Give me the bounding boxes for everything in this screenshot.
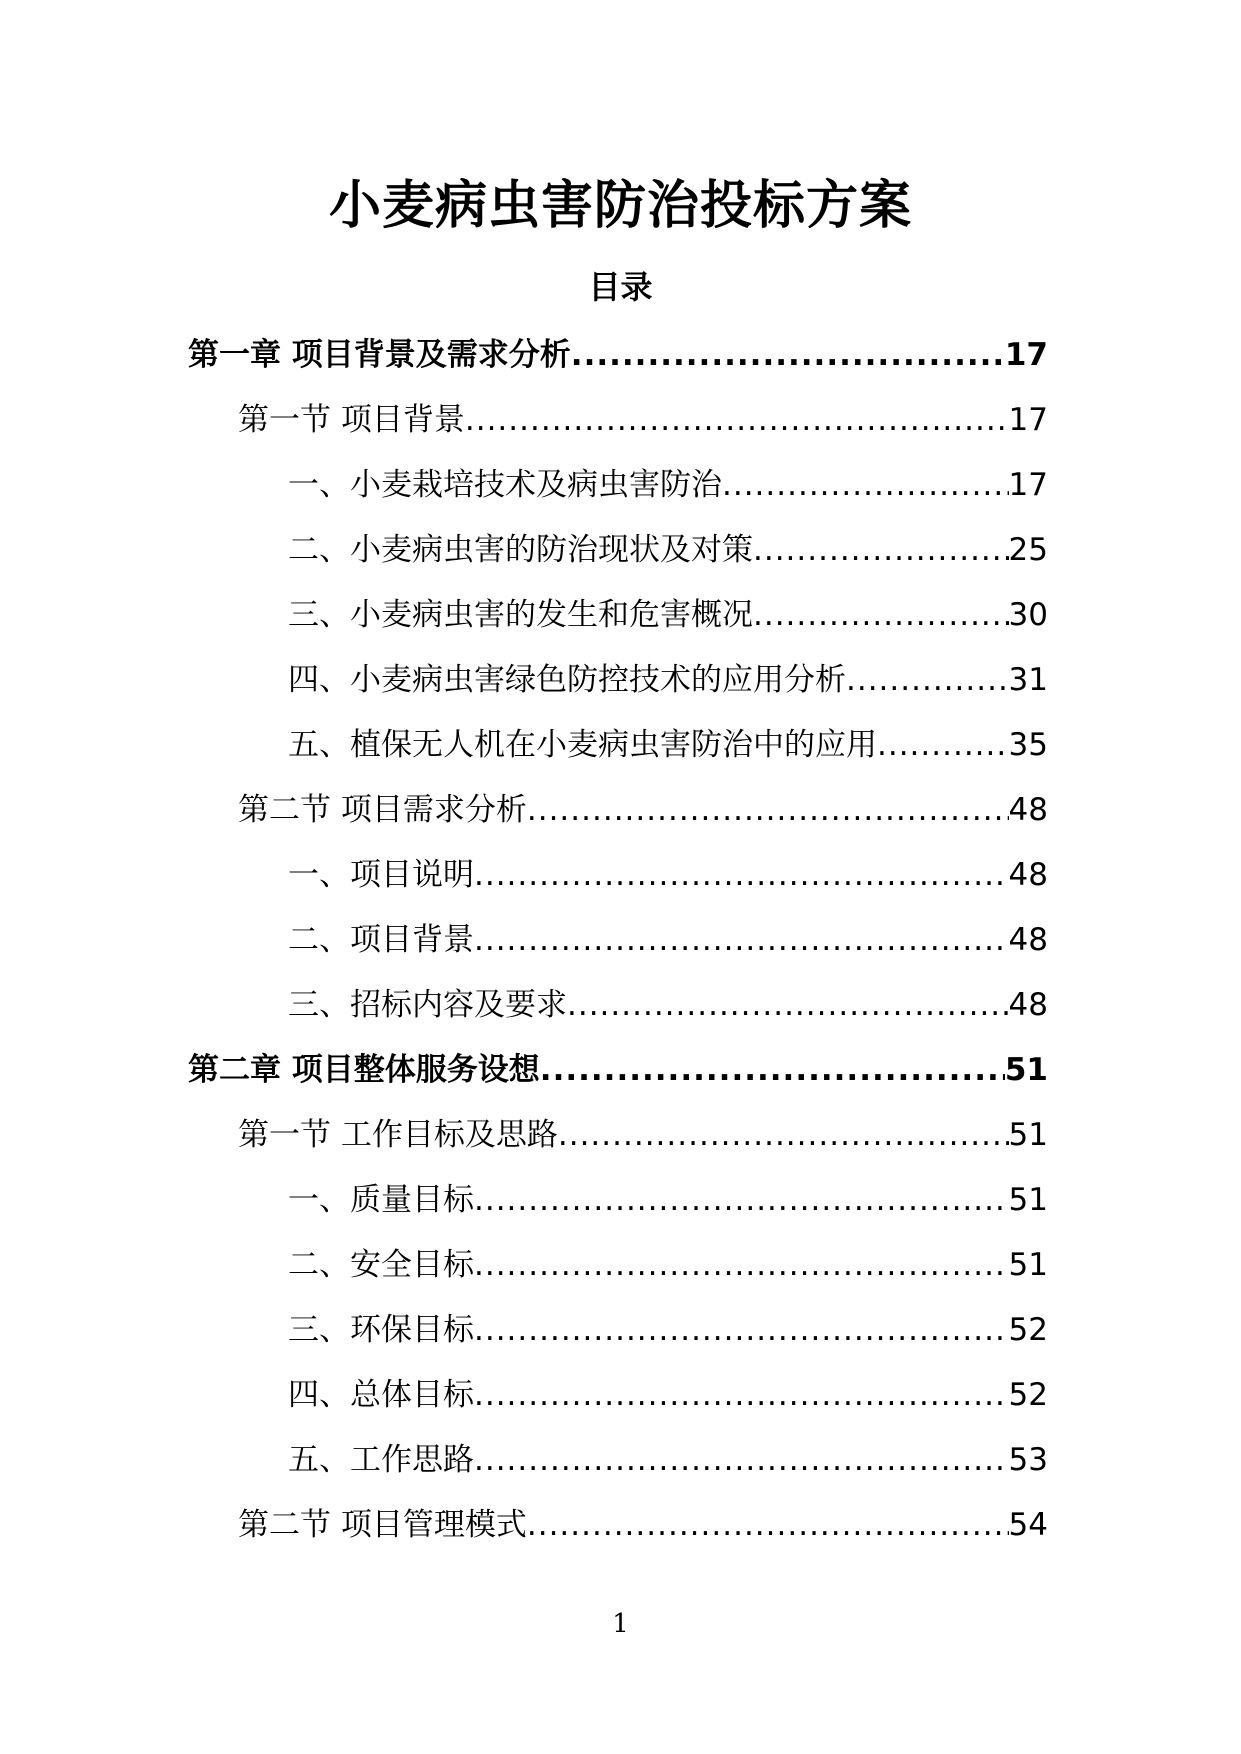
toc-dot-leader xyxy=(722,464,1009,506)
toc-entry-title: 二、小麦病虫害的防治现状及对策 xyxy=(288,531,753,568)
toc-entry-title: 五、工作思路 xyxy=(288,1441,474,1478)
toc-entry[interactable] xyxy=(0,452,1048,517)
toc-entry-title: 四、小麦病虫害绿色防控技术的应用分析 xyxy=(288,661,846,698)
toc-dot-leader xyxy=(527,789,1009,831)
toc-entry[interactable] xyxy=(0,712,1048,777)
toc-entry-title: 一、质量目标 xyxy=(288,1181,474,1218)
toc-entry-page: 51 xyxy=(1008,1116,1048,1153)
toc-entry-title: 一、项目说明 xyxy=(288,856,474,893)
toc-entry-title: 第二节 项目管理模式 xyxy=(238,1506,527,1543)
toc-entry[interactable] xyxy=(0,647,1048,712)
toc-entry[interactable] xyxy=(0,582,1048,647)
toc-entry-title: 第一节 工作目标及思路 xyxy=(238,1116,558,1153)
toc-entry-page: 52 xyxy=(1008,1376,1048,1413)
toc-entry-page: 25 xyxy=(1008,531,1048,568)
toc-entry[interactable] xyxy=(0,1297,1048,1362)
toc-entry[interactable] xyxy=(0,1232,1048,1297)
toc-entry-title: 三、环保目标 xyxy=(288,1311,474,1348)
toc-dot-leader xyxy=(846,659,1009,701)
toc-entry[interactable] xyxy=(0,972,1048,1037)
toc-entry-page: 52 xyxy=(1008,1311,1048,1348)
document-title: 小麦病虫害防治投标方案 xyxy=(328,176,912,236)
toc-dot-leader xyxy=(474,1309,1009,1351)
toc-entry-page: 48 xyxy=(1008,791,1048,828)
toc-entry-page: 51 xyxy=(1008,1246,1048,1283)
toc-dot-leader xyxy=(474,1179,1009,1221)
toc-entry[interactable] xyxy=(0,387,1048,452)
toc-dot-leader xyxy=(567,984,1009,1026)
toc-entry[interactable] xyxy=(0,1037,1048,1102)
table-of-contents xyxy=(0,322,1241,1557)
toc-entry[interactable] xyxy=(0,517,1048,582)
toc-dot-leader xyxy=(527,1504,1009,1546)
toc-entry[interactable] xyxy=(0,1102,1048,1167)
toc-entry-page: 17 xyxy=(1004,336,1048,373)
toc-dot-leader xyxy=(474,1244,1009,1286)
toc-entry-page: 54 xyxy=(1008,1506,1048,1543)
toc-entry-page: 35 xyxy=(1008,726,1048,763)
toc-entry[interactable] xyxy=(0,1167,1048,1232)
toc-dot-leader xyxy=(877,724,1009,766)
toc-dot-leader xyxy=(571,334,1005,376)
toc-entry-page: 17 xyxy=(1008,466,1048,503)
toc-entry-page: 51 xyxy=(1004,1051,1048,1088)
toc-dot-leader xyxy=(474,854,1009,896)
toc-entry-title: 第一节 项目背景 xyxy=(238,401,465,438)
toc-dot-leader xyxy=(558,1114,1009,1156)
toc-entry[interactable] xyxy=(0,1427,1048,1492)
toc-entry-title: 第二节 项目需求分析 xyxy=(238,791,527,828)
toc-entry-page: 48 xyxy=(1008,921,1048,958)
toc-entry[interactable] xyxy=(0,322,1048,387)
toc-entry-page: 17 xyxy=(1008,401,1048,438)
toc-entry[interactable] xyxy=(0,777,1048,842)
toc-entry-title: 二、项目背景 xyxy=(288,921,474,958)
toc-entry-title: 三、招标内容及要求 xyxy=(288,986,567,1023)
toc-entry-title: 三、小麦病虫害的发生和危害概况 xyxy=(288,596,753,633)
toc-entry[interactable] xyxy=(0,1362,1048,1427)
toc-entry-page: 30 xyxy=(1008,596,1048,633)
toc-entry-page: 51 xyxy=(1008,1181,1048,1218)
toc-dot-leader xyxy=(753,594,1009,636)
toc-dot-leader xyxy=(474,1439,1009,1481)
toc-entry[interactable] xyxy=(0,842,1048,907)
toc-heading: 目录 xyxy=(588,268,653,306)
toc-dot-leader xyxy=(540,1049,1005,1091)
toc-entry-page: 31 xyxy=(1008,661,1048,698)
toc-entry-title: 四、总体目标 xyxy=(288,1376,474,1413)
toc-entry[interactable] xyxy=(0,907,1048,972)
toc-dot-leader xyxy=(474,919,1009,961)
toc-dot-leader xyxy=(753,529,1009,571)
toc-entry-title: 第二章 项目整体服务设想 xyxy=(188,1051,540,1088)
toc-entry-title: 第一章 项目背景及需求分析 xyxy=(188,336,571,373)
toc-dot-leader xyxy=(474,1374,1009,1416)
toc-entry-title: 一、小麦栽培技术及病虫害防治 xyxy=(288,466,722,503)
toc-entry-page: 48 xyxy=(1008,856,1048,893)
toc-entry[interactable] xyxy=(0,1492,1048,1557)
page-number: 1 xyxy=(612,1609,629,1639)
toc-entry-title: 五、植保无人机在小麦病虫害防治中的应用 xyxy=(288,726,877,763)
toc-entry-page: 48 xyxy=(1008,986,1048,1023)
toc-dot-leader xyxy=(465,399,1009,441)
toc-entry-title: 二、安全目标 xyxy=(288,1246,474,1283)
toc-entry-page: 53 xyxy=(1008,1441,1048,1478)
